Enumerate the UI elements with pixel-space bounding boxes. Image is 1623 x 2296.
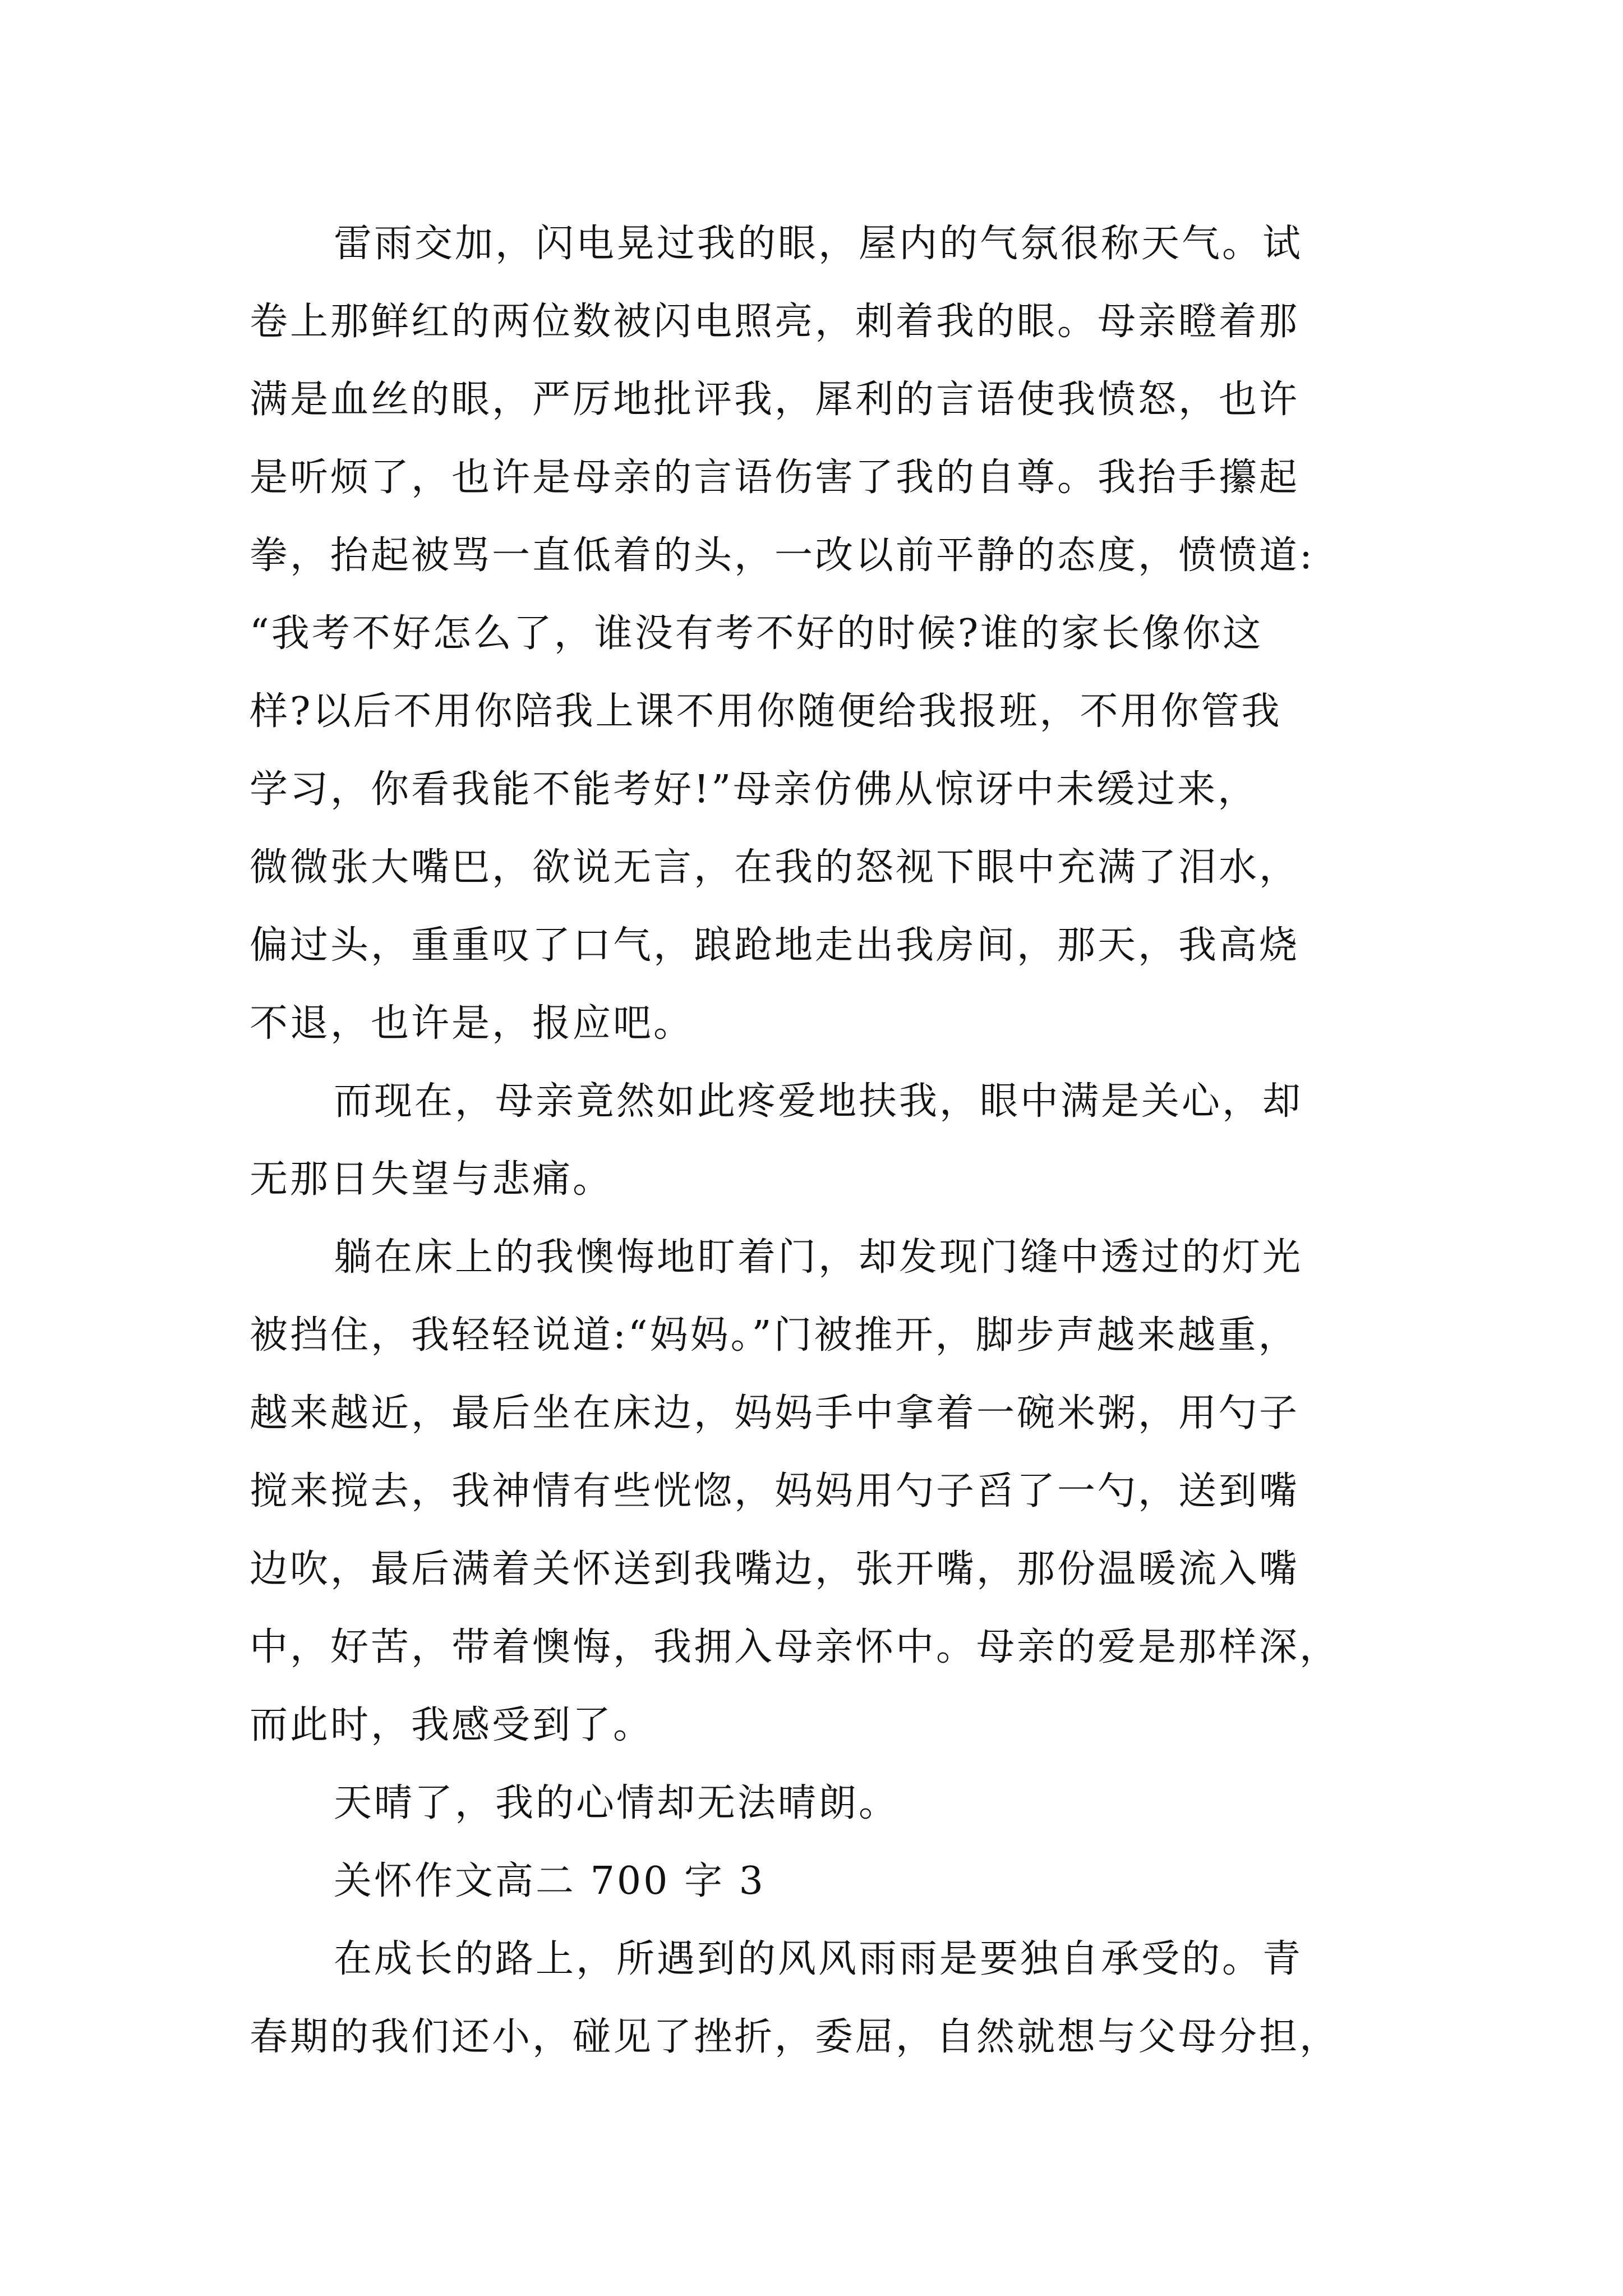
- text-line: 不退，也许是，报应吧。: [250, 1001, 694, 1046]
- text-line: 偏过头，重重叹了口气，踉跄地走出我房间，那天，我高烧: [250, 923, 1300, 968]
- text-line: 样?以后不用你陪我上课不用你随便给我报班，不用你管我: [250, 689, 1282, 734]
- text-line: 微微张大嘴巴，欲说无言，在我的怒视下眼中充满了泪水，: [250, 845, 1300, 890]
- text-line: 中，好苦，带着懊悔，我拥入母亲怀中。母亲的爱是那样深，: [250, 1625, 1340, 1669]
- text-line: 边吹，最后满着关怀送到我嘴边，张开嘴，那份温暖流入嘴: [250, 1547, 1300, 1591]
- text-line: 而现在，母亲竟然如此疼爱地扶我，眼中满是关心，却: [334, 1079, 1303, 1124]
- text-line: 越来越近，最后坐在床边，妈妈手中拿着一碗米粥，用勺子: [250, 1391, 1300, 1435]
- text-line: “我考不好怎么了，谁没有考不好的时候?谁的家长像你这: [250, 611, 1264, 656]
- text-line: 天晴了，我的心情却无法晴朗。: [334, 1781, 900, 1825]
- text-line: 拳，抬起被骂一直低着的头，一改以前平静的态度，愤愤道:: [250, 533, 1315, 578]
- text-line: 满是血丝的眼，严厉地批评我，犀利的言语使我愤怒，也许: [250, 378, 1300, 422]
- text-line: 搅来搅去，我神情有些恍惚，妈妈用勺子舀了一勺，送到嘴: [250, 1469, 1300, 1513]
- text-line: 无那日失望与悲痛。: [250, 1157, 614, 1202]
- section-heading: 关怀作文高二 700 字 3: [334, 1859, 766, 1903]
- text-line: 在成长的路上，所遇到的风风雨雨是要独自承受的。青: [334, 1937, 1303, 1981]
- essay-body: [250, 205, 1382, 2076]
- text-line: 卷上那鲜红的两位数被闪电照亮，刺着我的眼。母亲瞪着那: [250, 300, 1300, 344]
- text-line: 春期的我们还小，碰见了挫折，委屈，自然就想与父母分担，: [250, 2015, 1340, 2059]
- text-line: 而此时，我感受到了。: [250, 1703, 654, 1747]
- text-line: 雷雨交加，闪电晃过我的眼，屋内的气氛很称天气。试: [334, 222, 1303, 266]
- text-line: 被挡住，我轻轻说道:“妈妈。”门被推开，脚步声越来越重，: [250, 1313, 1299, 1358]
- text-line: 学习，你看我能不能考好!”母亲仿佛从惊讶中未缓过来，: [250, 767, 1258, 812]
- text-line: 躺在床上的我懊悔地盯着门，却发现门缝中透过的灯光: [334, 1235, 1303, 1280]
- text-line: 是听烦了，也许是母亲的言语伤害了我的自尊。我抬手攥起: [250, 455, 1300, 500]
